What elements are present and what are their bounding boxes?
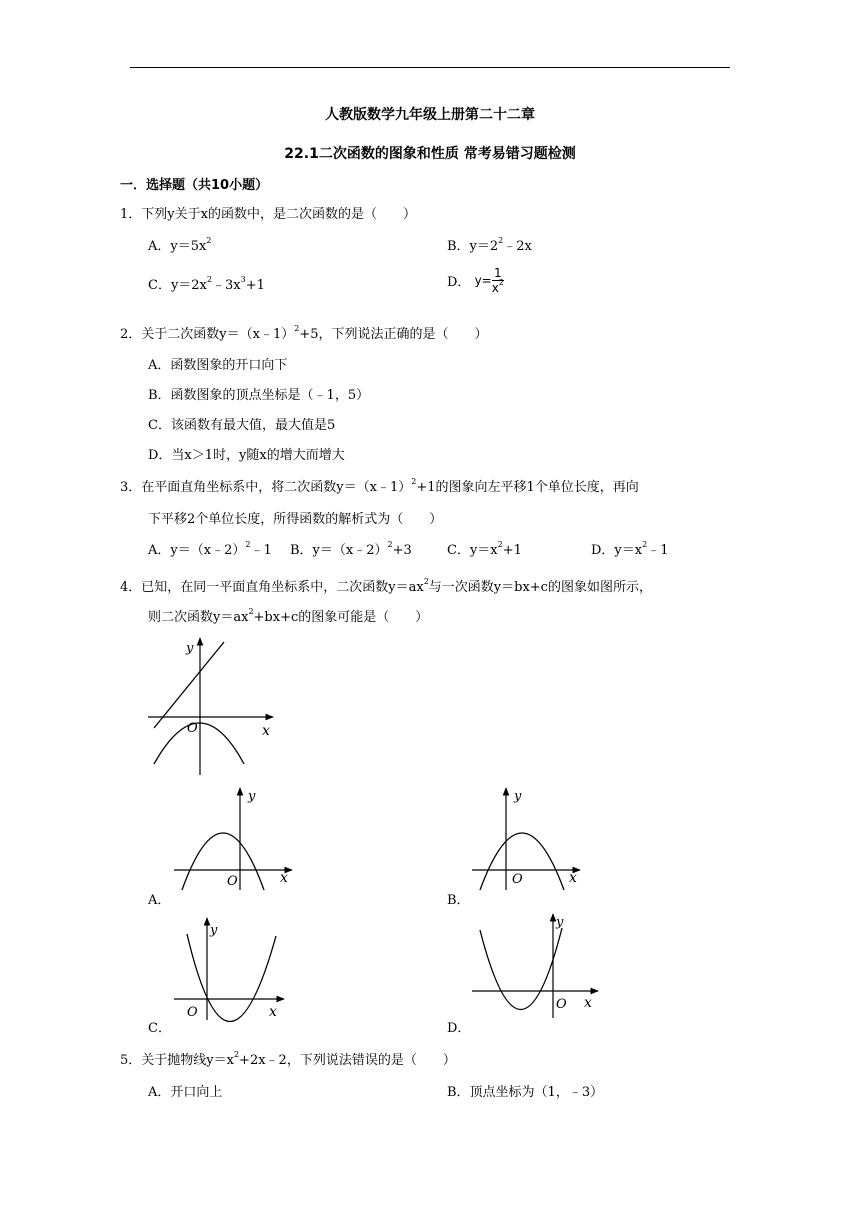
page-title: 人教版数学九年级上册第二十二章 xyxy=(325,107,535,123)
x-axis-label: x xyxy=(269,1004,277,1020)
origin-label: O xyxy=(512,872,523,887)
parabola-graph xyxy=(154,723,244,764)
q4-option-a-figure xyxy=(168,784,298,892)
question-3-stem-line1: 3．在平面直角坐标系中，将二次函数y＝（x﹣1）$^2$+1的图象向左平移1个单位长度，再向 xyxy=(120,477,639,495)
x-axis-label: x xyxy=(262,723,270,739)
q1-option-a: A．$y=5x^2$ xyxy=(148,236,212,254)
origin-label: O xyxy=(556,997,567,1012)
q4-main-figure xyxy=(140,632,290,782)
q1-option-d: D． y= $\frac{1}{x^2}$ xyxy=(447,266,504,295)
q3-option-a: A．y＝（x﹣2）$^2$﹣1 xyxy=(148,540,272,558)
q2-option-b: B．函数图象的顶点坐标是（﹣1，5） xyxy=(148,388,370,403)
q4-option-c-label: C． xyxy=(148,1021,171,1036)
q2-option-c: C．该函数有最大值，最大值是5 xyxy=(148,418,336,433)
q3-option-d: D．$y=x^2﹣1$ xyxy=(591,540,669,558)
parabola-graph xyxy=(182,833,264,890)
q2-option-d: D．当x＞1时，y随x的增大而增大 xyxy=(148,448,345,463)
q5-option-a: A．开口向上 xyxy=(148,1085,223,1100)
q2-option-a: A．函数图象的开口向下 xyxy=(148,358,288,373)
question-2-stem: 2．关于二次函数y＝（x﹣1）$^2$+5，下列说法正确的是（ ） xyxy=(120,324,488,342)
y-axis-label: y xyxy=(210,923,218,938)
section-heading: 一．选择题（共10小题） xyxy=(120,178,269,193)
y-axis-label: y xyxy=(186,641,194,656)
x-axis-label: x xyxy=(584,995,592,1011)
parabola-graph xyxy=(187,934,276,1022)
x-axis-label: x xyxy=(569,870,577,886)
q1-option-b: B．$y=2^2﹣2x$ xyxy=(447,236,532,254)
x-axis-label: x xyxy=(280,870,288,886)
question-5-stem: 5．关于抛物线$y=x^2+2x﹣2$，下列说法错误的是（ ） xyxy=(120,1050,456,1068)
q4-option-d-label: D． xyxy=(447,1021,471,1036)
q4-option-b-figure xyxy=(466,784,596,892)
origin-label: O xyxy=(187,1005,198,1020)
origin-label: O xyxy=(227,874,238,889)
q1-option-c: C．$y=2x^2﹣3x^3+1$ xyxy=(148,275,265,293)
parabola-graph xyxy=(480,928,562,1010)
fraction: $\frac{1}{x^2}$ xyxy=(491,266,504,295)
question-3-stem-line2: 下平移2个单位长度，所得函数的解析式为（ ） xyxy=(148,512,443,527)
question-4-stem-line2: 则二次函数$y=ax^2+bx+c$的图象可能是（ ） xyxy=(148,607,429,625)
y-axis-label: y xyxy=(556,915,564,930)
q4-option-d-figure xyxy=(466,910,602,1022)
page-subtitle: 22.1二次函数的图象和性质 常考易错习题检测 xyxy=(284,146,576,162)
q4-option-a-label: A． xyxy=(148,893,171,908)
q4-option-b-label: B． xyxy=(447,893,470,908)
q3-option-b: B．y＝（x﹣2）$^2$+3 xyxy=(290,540,412,558)
header-rule xyxy=(130,67,730,68)
question-1-stem: 1．下列y关于x的函数中，是二次函数的是（ ） xyxy=(120,207,416,222)
origin-label: O xyxy=(187,721,198,736)
question-4-stem-line1: 4．已知，在同一平面直角坐标系中，二次函数$y=ax^2$与一次函数y＝bx+c的图象如图所示， xyxy=(120,577,652,595)
q4-option-c-figure xyxy=(170,912,290,1022)
q3-option-c: C．$y=x^2+1$ xyxy=(447,540,522,558)
y-axis-label: y xyxy=(248,789,256,804)
y-axis-label: y xyxy=(514,789,522,804)
q5-option-b: B．顶点坐标为（1，﹣3） xyxy=(447,1085,604,1100)
